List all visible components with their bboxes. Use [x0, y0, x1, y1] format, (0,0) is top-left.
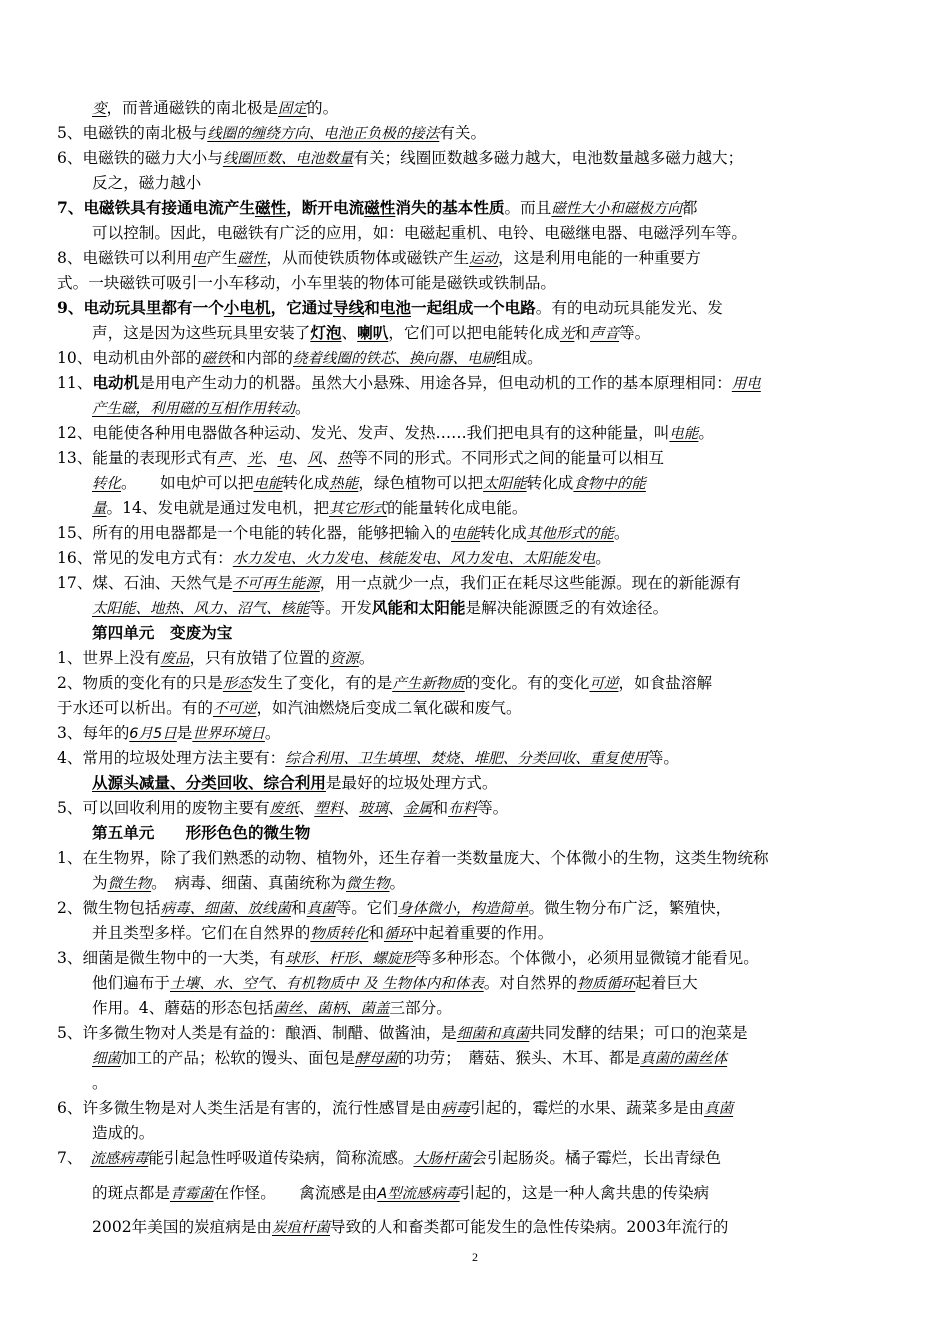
line-text: 组成。	[495, 349, 543, 367]
fill-in-answer: 磁性	[237, 251, 267, 267]
text-line	[92, 1046, 898, 1070]
line-text: 4、常用的垃圾处理方法主要有：	[57, 749, 286, 767]
fill-in-answer: 其他形式的能	[526, 526, 614, 542]
line-text: 他们遍布于	[92, 974, 170, 992]
text-line	[57, 1096, 897, 1120]
line-text: 产生	[206, 249, 238, 267]
text-line	[92, 1211, 898, 1243]
fill-in-answer: 流感病毒	[90, 1151, 149, 1167]
fill-in-answer: 变	[92, 101, 107, 117]
line-text: 式。一块磁铁可吸引一小车移动，小车里装的物体可能是磁铁或铁制品。	[57, 274, 557, 292]
fill-in-answer: 声	[217, 451, 232, 467]
text-line	[57, 296, 897, 320]
line-text: 能引起急性呼吸道传染病，简称流感。	[148, 1149, 414, 1167]
line-text: 13、能量的表现形式有	[57, 449, 218, 467]
line-text: ，如食盐溶解	[618, 674, 713, 692]
fill-in-answer: 物质转化	[310, 926, 369, 942]
line-text: 。	[295, 399, 311, 417]
line-text: 。14、发电就是通过发电机，把	[106, 499, 330, 517]
line-text: 5、许多微生物对人类是有益的：酿酒、制醋、做酱油，是	[57, 1024, 457, 1042]
fill-in-answer: 菌丝、菌柄、菌盖	[273, 1001, 390, 1017]
line-text: 导致的人和畜类都可能发生的急性传染病。2003年流行的	[330, 1218, 729, 1236]
fill-in-answer: 不可再生能源	[232, 576, 320, 592]
line-text: 、	[322, 449, 338, 467]
text-line	[92, 321, 898, 345]
fill-in-answer: 运动	[469, 251, 499, 267]
fill-in-answer: 循环	[383, 926, 413, 942]
line-text: 电动机	[92, 373, 140, 392]
text-line	[57, 446, 897, 470]
fill-in-answer: 产生新物质	[392, 676, 465, 692]
line-text: 是	[176, 724, 193, 742]
line-text: 15、所有的用电器都是一个电能的转化器，能够把输入的	[57, 524, 452, 542]
line-text: 7、	[57, 1149, 91, 1167]
line-text: 、	[291, 449, 308, 467]
line-text: 的斑点都是	[92, 1184, 170, 1202]
line-text: 引起的，霉烂的水果、蔬菜多是由	[470, 1099, 705, 1117]
line-text: 5、电磁铁的南北极与	[57, 124, 208, 142]
text-line	[92, 971, 898, 995]
line-text: 的功劳； 蘑菇、猴头、木耳、都是	[398, 1049, 641, 1067]
text-line	[92, 596, 898, 620]
text-line	[57, 521, 897, 545]
fill-in-answer: 细菌	[92, 1051, 121, 1067]
line-text: ，它通过	[270, 298, 333, 317]
text-line	[57, 721, 897, 745]
fill-in-answer: 真菌	[704, 1101, 734, 1117]
fill-in-answer: 物质循环	[577, 976, 636, 992]
fill-in-answer: 太阳能	[483, 476, 527, 492]
fill-in-answer: 太阳能、地热、风力、沼气、核能	[92, 601, 310, 617]
fill-in-answer: 电	[277, 451, 292, 467]
fill-in-answer: 真菌	[306, 901, 336, 917]
fill-in-answer: 酵母菌	[354, 1051, 399, 1067]
line-text: 。	[389, 874, 406, 892]
line-text: 中起着重要的作用。	[412, 924, 554, 942]
line-text: 第四单元 变废为宝	[92, 623, 233, 642]
line-text: 是解决能源匮乏的有效途径。	[465, 599, 669, 617]
fill-in-answer: 土壤、水、空气、有机物质中 及 生物体内和体表	[169, 976, 484, 992]
text-line	[92, 996, 898, 1020]
line-text: 发生了变化，有的是	[251, 674, 393, 692]
text-line	[92, 396, 898, 420]
line-text: 等。	[647, 749, 679, 767]
fill-in-answer: 用电	[731, 376, 761, 392]
fill-in-answer: 资源	[329, 651, 359, 667]
fill-in-answer: 喇叭	[357, 323, 389, 342]
fill-in-answer: 世界环境日	[192, 726, 265, 742]
text-line	[57, 1146, 897, 1170]
fill-in-answer: 量	[92, 501, 107, 517]
text-line	[57, 696, 897, 720]
text-line	[92, 921, 898, 945]
line-text: ，只有放错了位置的	[189, 649, 330, 667]
fill-in-answer: 电能	[451, 526, 481, 542]
fill-in-answer: 线圈匝数、电池数量	[222, 151, 354, 167]
text-line	[92, 221, 898, 245]
line-text: 、	[387, 799, 404, 817]
fill-in-answer: 玻璃	[358, 801, 388, 817]
line-text: 于水还可以析出。有的	[57, 699, 213, 717]
fill-in-answer: 线圈的缠绕方向、电池正负极的接法	[207, 126, 440, 142]
line-text: 1、世界上没有	[57, 649, 161, 667]
line-text: 转化成	[282, 474, 330, 492]
line-text: 声，这是因为这些玩具里安装了	[92, 324, 311, 342]
text-line	[92, 171, 898, 195]
text-line	[57, 346, 897, 370]
line-text: 转化成	[526, 474, 574, 492]
fill-in-answer: 绕着线圈的铁芯、换向器、电刷	[292, 351, 496, 367]
fill-in-answer: 灯泡	[310, 323, 342, 342]
fill-in-answer: A型流感病毒	[377, 1186, 460, 1202]
fill-in-answer: 球形、杆形、螺旋形	[285, 951, 416, 967]
line-text: 6、许多微生物是对人类生活是有害的，流行性感冒是由	[57, 1099, 442, 1117]
line-text: 2、微生物包括	[57, 899, 161, 917]
line-text: 。	[92, 1074, 108, 1092]
fill-in-answer: 磁铁	[201, 351, 231, 367]
fill-in-answer: 电能	[669, 426, 699, 442]
fill-in-answer: 其它形式	[329, 501, 388, 517]
line-text: 。	[698, 424, 715, 442]
fill-in-answer: 水力发电、火力发电、核能发电、风力发电、太阳能发电	[232, 551, 596, 567]
line-text: ，而普通磁铁的南北极是	[106, 99, 279, 117]
text-line	[57, 946, 897, 970]
line-text: 。对自然界的	[483, 974, 578, 992]
fill-in-answer: 病毒	[441, 1101, 471, 1117]
line-text: ，断开电流	[286, 198, 365, 217]
text-line	[57, 746, 897, 770]
line-text: 一起组成一个电路	[411, 298, 536, 317]
fill-in-answer: 电	[191, 251, 207, 267]
line-text: 9、电动玩具里都有一个	[57, 298, 224, 317]
text-line	[57, 1021, 897, 1045]
line-text: 三部分。	[389, 999, 452, 1017]
line-text: 等不同的形式。不同形式之间的能量可以相互	[352, 449, 665, 467]
fill-in-answer: 废品	[160, 651, 190, 667]
line-text: 都	[681, 199, 698, 217]
text-line	[57, 671, 897, 695]
line-text: 。	[613, 524, 630, 542]
fill-in-answer: 废纸	[269, 801, 299, 817]
line-text: 为	[92, 874, 108, 892]
fill-in-answer: 热	[337, 451, 353, 467]
line-text: 、	[261, 449, 278, 467]
line-text: 。 病毒、细菌、真菌统称为	[151, 874, 347, 892]
line-text: 。微生物分布广泛，繁殖快，	[528, 899, 732, 917]
line-text: 有关；线圈匝数越多磁力越大，电池数量越多磁力越大；	[353, 149, 744, 167]
line-text: 。 如电炉可以把	[121, 474, 254, 492]
line-text: 、	[298, 799, 315, 817]
line-text: 16、常见的发电方式有：	[57, 549, 233, 567]
fill-in-answer: 金属	[403, 801, 433, 817]
line-text: 是用电产生动力的机器。虽然大小悬殊、用途各异，但电动机的工作的基本原理相同：	[139, 374, 732, 392]
fill-in-answer: 病毒、细菌、放线菌	[160, 901, 291, 917]
fill-in-answer: 塑料	[314, 801, 344, 817]
text-line	[92, 771, 898, 795]
fill-in-answer: 磁性大小和磁极方向	[551, 201, 682, 217]
line-text: 有关。	[439, 124, 487, 142]
line-text: 第五单元 形形色色的微生物	[92, 823, 311, 842]
line-text: 消失的基本性质	[395, 198, 505, 217]
fill-in-answer: 可逆	[589, 676, 619, 692]
line-text: 和	[364, 298, 380, 317]
text-line	[57, 196, 897, 220]
line-text: 8、电磁铁可以利用	[57, 249, 192, 267]
line-text: 是最好的垃圾处理方式。	[325, 774, 498, 792]
line-text: 可以控制。因此，电磁铁有广泛的应用，如：电磁起重机、电铃、电磁继电器、电磁浮列车等。	[92, 224, 747, 242]
text-line	[92, 1177, 898, 1209]
text-line	[57, 796, 897, 820]
fill-in-answer: 磁性	[364, 198, 396, 217]
fill-in-answer: 产生磁，利用磁的互相作用转动	[92, 401, 295, 417]
fill-in-answer: 小电机	[223, 298, 271, 317]
fill-in-answer: 身体微小，构造简单	[397, 901, 529, 917]
fill-in-answer: 微生物	[107, 876, 152, 892]
line-text: 造成的。	[92, 1124, 155, 1142]
line-text: 起着巨大	[635, 974, 698, 992]
fill-in-answer: 综合利用、卫生填埋、焚烧、堆肥、分类回收、重复使用	[285, 751, 648, 767]
line-text: ，如汽油燃烧后变成二氧化碳和废气。	[256, 699, 522, 717]
line-text: 3、每年的	[57, 724, 130, 742]
line-text: 10、电动机由外部的	[57, 349, 202, 367]
fill-in-answer: 从源头减量、分类回收、综合利用	[92, 773, 326, 792]
fill-in-answer: 转化	[92, 476, 121, 492]
line-text: 的能量转化成电能。	[387, 499, 528, 517]
line-text: 6、电磁铁的磁力大小与	[57, 149, 223, 167]
line-text: 等。	[477, 799, 509, 817]
section-heading	[92, 621, 898, 645]
fill-in-answer: 电池	[379, 298, 411, 317]
fill-in-answer: 磁性	[254, 198, 287, 217]
line-text: 和	[574, 324, 590, 342]
fill-in-answer: 食物中的能	[573, 476, 646, 492]
fill-in-answer: 不可逆	[212, 701, 257, 717]
text-line	[57, 146, 897, 170]
line-text: 。	[358, 649, 375, 667]
fill-in-answer: 真菌的菌丝体	[640, 1051, 728, 1067]
line-text: 等多种形态。个体微小，必须用显微镜才能看见。	[415, 949, 759, 967]
line-text: 11、	[57, 374, 93, 392]
text-line	[57, 271, 897, 295]
fill-in-answer: 形态	[222, 676, 252, 692]
line-text: 5、可以回收利用的废物主要有	[57, 799, 270, 817]
text-line	[92, 96, 898, 120]
line-text: 作用。4、蘑菇的形态包括	[92, 999, 274, 1017]
line-text: 。	[264, 724, 281, 742]
text-line	[57, 121, 897, 145]
fill-in-answer: 声音	[590, 326, 619, 342]
text-line	[57, 246, 897, 270]
line-text: 和	[290, 899, 307, 917]
text-line	[57, 646, 897, 670]
fill-in-answer: 光	[559, 326, 575, 342]
line-text: 7、电磁铁具有接通电流产生	[57, 198, 255, 217]
line-text: 、	[341, 324, 358, 342]
line-text: 在作怪。 禽流感是由	[213, 1184, 378, 1202]
fill-in-answer: 青霉菌	[169, 1186, 214, 1202]
text-line	[92, 496, 898, 520]
line-text: 和	[432, 799, 449, 817]
line-text: 的变化。有的变化	[464, 674, 590, 692]
line-text: 、	[343, 799, 359, 817]
line-text: 和内部的	[230, 349, 293, 367]
line-text: 12、电能使各种用电器做各种运动、发光、发声、发热……我们把电具有的这种能量，叫	[57, 424, 670, 442]
line-text: 会引起肠炎。橘子霉烂，长出青绿色	[471, 1149, 721, 1167]
line-text: 2、物质的变化有的只是	[57, 674, 223, 692]
line-text: 。有的电动玩具能发光、发	[535, 299, 723, 317]
line-text: ，它们可以把电能转化成	[388, 324, 560, 342]
line-text: 、	[231, 449, 248, 467]
line-text: ，用一点就少一点，我们正在耗尽这些能源。现在的新能源有	[319, 574, 741, 592]
text-line	[57, 546, 897, 570]
section-heading	[92, 821, 898, 845]
line-text: 。而且	[504, 199, 552, 217]
fill-in-answer: 热能	[329, 476, 359, 492]
fill-in-answer: 大肠杆菌	[413, 1151, 472, 1167]
fill-in-answer: 微生物	[346, 876, 390, 892]
line-text: 并且类型多样。它们在自然界的	[92, 924, 311, 942]
line-text: ，这是利用电能的一种重要方	[498, 249, 701, 267]
text-line	[92, 1071, 898, 1095]
line-text: 3、细菌是微生物中的一大类，有	[57, 949, 286, 967]
line-text: 。	[595, 549, 611, 567]
line-text: 加工的产品；松软的馒头、面包是	[121, 1049, 355, 1067]
line-text: 等。开发	[309, 599, 372, 617]
line-text: 共同发酵的结果；可口的泡菜是	[529, 1024, 748, 1042]
line-text: 转化成	[480, 524, 527, 542]
line-text: ，绿色植物可以把	[358, 474, 484, 492]
fill-in-answer: 细菌和真菌	[456, 1026, 530, 1042]
text-line	[57, 846, 897, 870]
text-line	[92, 871, 898, 895]
fill-in-answer: 6月5日	[129, 726, 177, 742]
fill-in-answer: 炭疽杆菌	[272, 1220, 331, 1236]
line-text: 和	[368, 924, 384, 942]
text-line	[57, 421, 897, 445]
text-line	[57, 896, 897, 920]
fill-in-answer: 布料	[448, 801, 478, 817]
fill-in-answer: 电能	[253, 476, 283, 492]
line-text: 等。	[619, 324, 651, 342]
line-text: 的。	[307, 99, 339, 117]
line-text: 2002年美国的炭疽病是由	[92, 1218, 273, 1236]
line-text: 等。它们	[335, 899, 398, 917]
text-line	[57, 571, 897, 595]
text-line	[92, 471, 898, 495]
line-text: 1、在生物界，除了我们熟悉的动物、植物外，还生存着一类数量庞大、个体微小的生物，这类生物统称	[57, 849, 769, 867]
line-text: 风能和太阳能	[371, 598, 466, 617]
text-line	[57, 371, 897, 395]
fill-in-answer: 导线	[332, 298, 365, 317]
line-text: 引起的，这是一种人禽共患的传染病	[459, 1184, 710, 1202]
line-text: ，从而使铁质物体或磁铁产生	[266, 249, 470, 267]
fill-in-answer: 风	[307, 451, 323, 467]
fill-in-answer: 固定	[278, 101, 308, 117]
page-number: 2	[472, 1250, 478, 1264]
text-line	[92, 1121, 898, 1145]
line-text: 反之，磁力越小	[92, 174, 202, 192]
line-text: 17、煤、石油、天然气是	[57, 574, 233, 592]
fill-in-answer: 光	[247, 451, 262, 467]
